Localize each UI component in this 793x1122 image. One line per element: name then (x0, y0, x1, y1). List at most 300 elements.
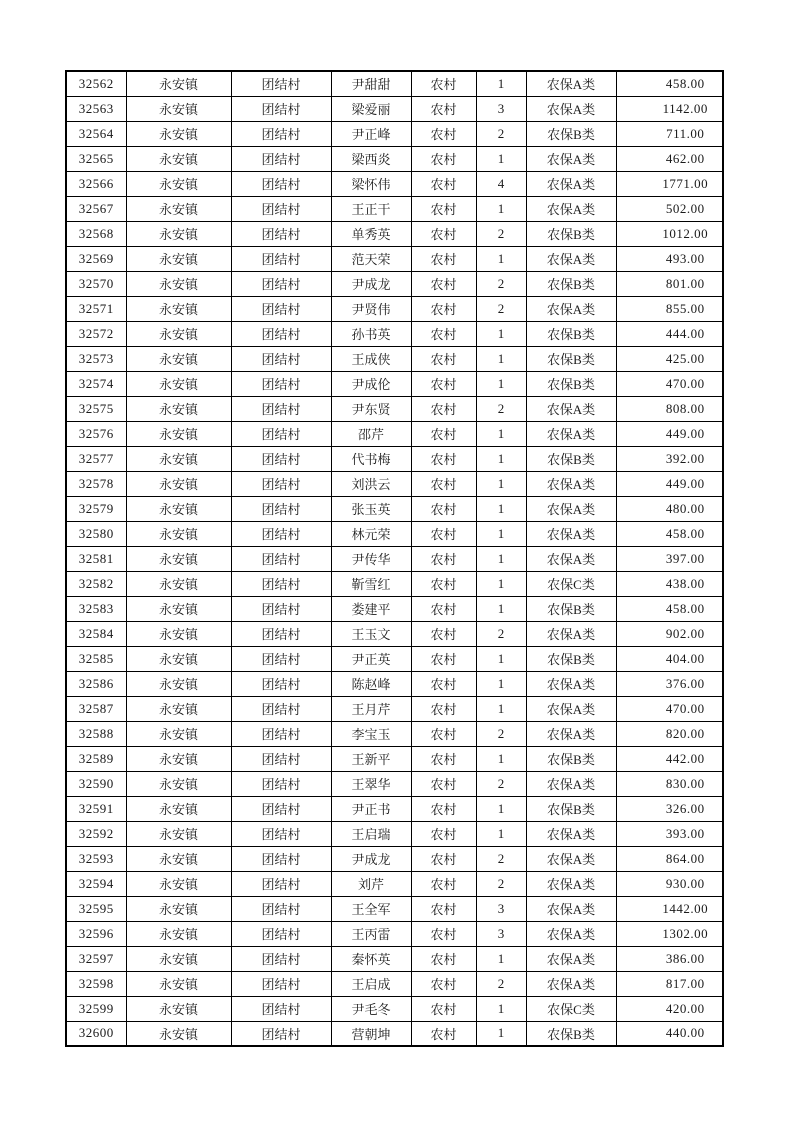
cell-category: 农保A类 (526, 521, 616, 546)
cell-town: 永安镇 (126, 96, 231, 121)
cell-household: 农村 (411, 196, 476, 221)
table-row (66, 746, 723, 771)
cell-town: 永安镇 (126, 546, 231, 571)
cell-village: 团结村 (231, 921, 331, 946)
table-row (66, 796, 723, 821)
table-row (66, 446, 723, 471)
table-row (66, 621, 723, 646)
cell-town: 永安镇 (126, 471, 231, 496)
cell-household: 农村 (411, 421, 476, 446)
cell-town: 永安镇 (126, 371, 231, 396)
cell-town: 永安镇 (126, 621, 231, 646)
cell-town: 永安镇 (126, 271, 231, 296)
cell-amount: 397.00 (616, 546, 723, 571)
cell-village: 团结村 (231, 146, 331, 171)
cell-household: 农村 (411, 246, 476, 271)
table-row (66, 221, 723, 246)
cell-amount: 449.00 (616, 471, 723, 496)
cell-count: 1 (476, 71, 526, 96)
cell-count: 2 (476, 271, 526, 296)
cell-category: 农保C类 (526, 571, 616, 596)
table-row (66, 246, 723, 271)
table-row (66, 846, 723, 871)
cell-village: 团结村 (231, 321, 331, 346)
table-row (66, 696, 723, 721)
cell-village: 团结村 (231, 446, 331, 471)
cell-name: 王启瑞 (331, 821, 411, 846)
cell-village: 团结村 (231, 421, 331, 446)
cell-household: 农村 (411, 346, 476, 371)
cell-count: 2 (476, 721, 526, 746)
cell-village: 团结村 (231, 746, 331, 771)
cell-serial: 32571 (66, 296, 126, 321)
cell-town: 永安镇 (126, 321, 231, 346)
cell-amount: 1771.00 (616, 171, 723, 196)
cell-amount: 425.00 (616, 346, 723, 371)
cell-name: 刘芹 (331, 871, 411, 896)
cell-household: 农村 (411, 896, 476, 921)
cell-village: 团结村 (231, 496, 331, 521)
cell-village: 团结村 (231, 821, 331, 846)
cell-serial: 32589 (66, 746, 126, 771)
cell-category: 农保A类 (526, 696, 616, 721)
cell-amount: 326.00 (616, 796, 723, 821)
cell-serial: 32587 (66, 696, 126, 721)
cell-town: 永安镇 (126, 296, 231, 321)
cell-amount: 808.00 (616, 396, 723, 421)
cell-amount: 1012.00 (616, 221, 723, 246)
cell-household: 农村 (411, 821, 476, 846)
cell-count: 1 (476, 346, 526, 371)
cell-name: 王全军 (331, 896, 411, 921)
cell-count: 1 (476, 546, 526, 571)
table-row (66, 346, 723, 371)
cell-village: 团结村 (231, 371, 331, 396)
cell-serial: 32572 (66, 321, 126, 346)
cell-serial: 32562 (66, 71, 126, 96)
cell-village: 团结村 (231, 721, 331, 746)
cell-household: 农村 (411, 771, 476, 796)
cell-serial: 32581 (66, 546, 126, 571)
cell-serial: 32593 (66, 846, 126, 871)
table-row (66, 871, 723, 896)
cell-town: 永安镇 (126, 646, 231, 671)
cell-count: 2 (476, 396, 526, 421)
cell-household: 农村 (411, 171, 476, 196)
cell-serial: 32588 (66, 721, 126, 746)
cell-amount: 820.00 (616, 721, 723, 746)
cell-category: 农保B类 (526, 371, 616, 396)
cell-name: 李宝玉 (331, 721, 411, 746)
cell-name: 尹正峰 (331, 121, 411, 146)
cell-amount: 830.00 (616, 771, 723, 796)
cell-category: 农保B类 (526, 646, 616, 671)
cell-name: 梁爱丽 (331, 96, 411, 121)
cell-name: 尹成龙 (331, 271, 411, 296)
cell-town: 永安镇 (126, 946, 231, 971)
cell-village: 团结村 (231, 521, 331, 546)
cell-name: 王月芹 (331, 696, 411, 721)
cell-amount: 470.00 (616, 371, 723, 396)
table-row (66, 546, 723, 571)
cell-household: 农村 (411, 646, 476, 671)
cell-name: 单秀英 (331, 221, 411, 246)
cell-category: 农保A类 (526, 296, 616, 321)
cell-town: 永安镇 (126, 871, 231, 896)
cell-count: 1 (476, 371, 526, 396)
cell-village: 团结村 (231, 696, 331, 721)
benefits-table (65, 70, 724, 1047)
table-row (66, 521, 723, 546)
cell-count: 1 (476, 746, 526, 771)
cell-household: 农村 (411, 121, 476, 146)
cell-village: 团结村 (231, 646, 331, 671)
cell-town: 永安镇 (126, 771, 231, 796)
cell-count: 2 (476, 871, 526, 896)
cell-name: 孙书英 (331, 321, 411, 346)
cell-count: 3 (476, 96, 526, 121)
cell-serial: 32574 (66, 371, 126, 396)
cell-amount: 1142.00 (616, 96, 723, 121)
cell-category: 农保A类 (526, 546, 616, 571)
cell-amount: 458.00 (616, 71, 723, 96)
cell-name: 王玉文 (331, 621, 411, 646)
cell-household: 农村 (411, 71, 476, 96)
cell-serial: 32591 (66, 796, 126, 821)
cell-household: 农村 (411, 396, 476, 421)
cell-serial: 32573 (66, 346, 126, 371)
cell-count: 1 (476, 321, 526, 346)
cell-amount: 386.00 (616, 946, 723, 971)
cell-count: 1 (476, 496, 526, 521)
table-row (66, 1021, 723, 1046)
cell-count: 2 (476, 621, 526, 646)
cell-name: 王启成 (331, 971, 411, 996)
cell-serial: 32594 (66, 871, 126, 896)
cell-category: 农保A类 (526, 771, 616, 796)
cell-village: 团结村 (231, 971, 331, 996)
table-row (66, 296, 723, 321)
table-row (66, 396, 723, 421)
cell-serial: 32564 (66, 121, 126, 146)
cell-serial: 32585 (66, 646, 126, 671)
cell-village: 团结村 (231, 471, 331, 496)
cell-village: 团结村 (231, 296, 331, 321)
cell-town: 永安镇 (126, 246, 231, 271)
cell-count: 1 (476, 146, 526, 171)
cell-amount: 444.00 (616, 321, 723, 346)
cell-amount: 404.00 (616, 646, 723, 671)
table-row (66, 146, 723, 171)
cell-category: 农保A类 (526, 921, 616, 946)
cell-village: 团结村 (231, 846, 331, 871)
table-body (66, 71, 723, 1046)
cell-name: 尹正书 (331, 796, 411, 821)
cell-village: 团结村 (231, 221, 331, 246)
cell-category: 农保A类 (526, 71, 616, 96)
cell-household: 农村 (411, 1021, 476, 1046)
cell-household: 农村 (411, 946, 476, 971)
table-row (66, 321, 723, 346)
cell-village: 团结村 (231, 896, 331, 921)
table-row (66, 646, 723, 671)
table-row (66, 946, 723, 971)
cell-serial: 32580 (66, 521, 126, 546)
cell-serial: 32569 (66, 246, 126, 271)
cell-name: 刘洪云 (331, 471, 411, 496)
cell-name: 梁西炎 (331, 146, 411, 171)
cell-category: 农保A类 (526, 496, 616, 521)
cell-count: 1 (476, 821, 526, 846)
cell-count: 1 (476, 471, 526, 496)
cell-household: 农村 (411, 96, 476, 121)
cell-name: 陈赵峰 (331, 671, 411, 696)
cell-count: 2 (476, 971, 526, 996)
cell-village: 团结村 (231, 871, 331, 896)
cell-name: 尹传华 (331, 546, 411, 571)
table-row (66, 471, 723, 496)
cell-category: 农保A类 (526, 821, 616, 846)
cell-count: 3 (476, 896, 526, 921)
cell-town: 永安镇 (126, 921, 231, 946)
cell-count: 1 (476, 246, 526, 271)
cell-town: 永安镇 (126, 446, 231, 471)
cell-serial: 32596 (66, 921, 126, 946)
cell-household: 农村 (411, 996, 476, 1021)
cell-town: 永安镇 (126, 496, 231, 521)
table-row (66, 921, 723, 946)
table-row (66, 896, 723, 921)
table-row (66, 771, 723, 796)
cell-town: 永安镇 (126, 196, 231, 221)
cell-category: 农保A类 (526, 196, 616, 221)
cell-household: 农村 (411, 596, 476, 621)
cell-count: 1 (476, 946, 526, 971)
cell-village: 团结村 (231, 546, 331, 571)
cell-serial: 32590 (66, 771, 126, 796)
cell-name: 王翠华 (331, 771, 411, 796)
cell-category: 农保A类 (526, 421, 616, 446)
cell-amount: 902.00 (616, 621, 723, 646)
cell-serial: 32582 (66, 571, 126, 596)
cell-count: 1 (476, 696, 526, 721)
cell-category: 农保A类 (526, 971, 616, 996)
cell-name: 林元荣 (331, 521, 411, 546)
cell-amount: 392.00 (616, 446, 723, 471)
cell-category: 农保B类 (526, 271, 616, 296)
cell-name: 王成侠 (331, 346, 411, 371)
cell-name: 尹东贤 (331, 396, 411, 421)
cell-count: 1 (476, 796, 526, 821)
cell-name: 梁怀伟 (331, 171, 411, 196)
cell-village: 团结村 (231, 571, 331, 596)
cell-household: 农村 (411, 621, 476, 646)
cell-amount: 438.00 (616, 571, 723, 596)
cell-town: 永安镇 (126, 746, 231, 771)
cell-household: 农村 (411, 846, 476, 871)
cell-town: 永安镇 (126, 671, 231, 696)
cell-serial: 32584 (66, 621, 126, 646)
cell-serial: 32577 (66, 446, 126, 471)
cell-serial: 32592 (66, 821, 126, 846)
cell-amount: 470.00 (616, 696, 723, 721)
cell-town: 永安镇 (126, 846, 231, 871)
cell-category: 农保B类 (526, 121, 616, 146)
cell-name: 尹正英 (331, 646, 411, 671)
cell-town: 永安镇 (126, 71, 231, 96)
cell-household: 农村 (411, 471, 476, 496)
cell-household: 农村 (411, 146, 476, 171)
cell-household: 农村 (411, 496, 476, 521)
cell-serial: 32563 (66, 96, 126, 121)
cell-count: 1 (476, 996, 526, 1021)
cell-count: 1 (476, 571, 526, 596)
cell-category: 农保A类 (526, 171, 616, 196)
cell-town: 永安镇 (126, 821, 231, 846)
cell-serial: 32576 (66, 421, 126, 446)
cell-name: 邵芹 (331, 421, 411, 446)
cell-amount: 493.00 (616, 246, 723, 271)
cell-serial: 32599 (66, 996, 126, 1021)
table-row (66, 371, 723, 396)
cell-village: 团结村 (231, 96, 331, 121)
cell-town: 永安镇 (126, 571, 231, 596)
table-row (66, 496, 723, 521)
cell-village: 团结村 (231, 271, 331, 296)
cell-village: 团结村 (231, 796, 331, 821)
table-row (66, 971, 723, 996)
cell-category: 农保A类 (526, 621, 616, 646)
cell-town: 永安镇 (126, 521, 231, 546)
cell-amount: 801.00 (616, 271, 723, 296)
cell-household: 农村 (411, 521, 476, 546)
cell-household: 农村 (411, 571, 476, 596)
cell-amount: 855.00 (616, 296, 723, 321)
cell-serial: 32583 (66, 596, 126, 621)
cell-amount: 817.00 (616, 971, 723, 996)
cell-count: 1 (476, 421, 526, 446)
cell-category: 农保B类 (526, 746, 616, 771)
cell-village: 团结村 (231, 596, 331, 621)
cell-category: 农保A类 (526, 721, 616, 746)
cell-serial: 32567 (66, 196, 126, 221)
table-row (66, 571, 723, 596)
cell-serial: 32568 (66, 221, 126, 246)
cell-name: 娄建平 (331, 596, 411, 621)
cell-name: 靳雪红 (331, 571, 411, 596)
cell-household: 农村 (411, 746, 476, 771)
cell-town: 永安镇 (126, 1021, 231, 1046)
cell-household: 农村 (411, 371, 476, 396)
cell-village: 团结村 (231, 1021, 331, 1046)
cell-household: 农村 (411, 296, 476, 321)
cell-serial: 32570 (66, 271, 126, 296)
cell-name: 代书梅 (331, 446, 411, 471)
cell-name: 尹甜甜 (331, 71, 411, 96)
cell-village: 团结村 (231, 71, 331, 96)
cell-amount: 449.00 (616, 421, 723, 446)
cell-category: 农保B类 (526, 446, 616, 471)
table-row (66, 596, 723, 621)
cell-name: 尹贤伟 (331, 296, 411, 321)
cell-village: 团结村 (231, 246, 331, 271)
cell-town: 永安镇 (126, 421, 231, 446)
cell-town: 永安镇 (126, 696, 231, 721)
cell-name: 尹成伦 (331, 371, 411, 396)
cell-village: 团结村 (231, 671, 331, 696)
cell-category: 农保A类 (526, 146, 616, 171)
cell-category: 农保A类 (526, 846, 616, 871)
cell-category: 农保B类 (526, 321, 616, 346)
cell-category: 农保A类 (526, 871, 616, 896)
cell-count: 1 (476, 1021, 526, 1046)
cell-town: 永安镇 (126, 721, 231, 746)
cell-village: 团结村 (231, 196, 331, 221)
cell-name: 营朝坤 (331, 1021, 411, 1046)
cell-count: 3 (476, 921, 526, 946)
table-row (66, 421, 723, 446)
cell-amount: 711.00 (616, 121, 723, 146)
cell-household: 农村 (411, 696, 476, 721)
cell-village: 团结村 (231, 121, 331, 146)
cell-town: 永安镇 (126, 396, 231, 421)
cell-household: 农村 (411, 971, 476, 996)
cell-town: 永安镇 (126, 996, 231, 1021)
cell-town: 永安镇 (126, 221, 231, 246)
cell-town: 永安镇 (126, 796, 231, 821)
cell-count: 1 (476, 596, 526, 621)
cell-category: 农保A类 (526, 946, 616, 971)
cell-household: 农村 (411, 546, 476, 571)
cell-count: 1 (476, 521, 526, 546)
cell-household: 农村 (411, 671, 476, 696)
cell-town: 永安镇 (126, 971, 231, 996)
cell-village: 团结村 (231, 996, 331, 1021)
cell-category: 农保A类 (526, 96, 616, 121)
table-row (66, 721, 723, 746)
cell-household: 农村 (411, 721, 476, 746)
cell-serial: 32575 (66, 396, 126, 421)
cell-name: 秦怀英 (331, 946, 411, 971)
table-row (66, 121, 723, 146)
table-row (66, 671, 723, 696)
table-row (66, 271, 723, 296)
cell-name: 张玉英 (331, 496, 411, 521)
cell-town: 永安镇 (126, 896, 231, 921)
cell-serial: 32595 (66, 896, 126, 921)
cell-amount: 502.00 (616, 196, 723, 221)
table-row (66, 196, 723, 221)
cell-name: 尹毛冬 (331, 996, 411, 1021)
table-row (66, 71, 723, 96)
cell-count: 1 (476, 646, 526, 671)
cell-count: 1 (476, 196, 526, 221)
cell-town: 永安镇 (126, 121, 231, 146)
cell-category: 农保A类 (526, 671, 616, 696)
cell-serial: 32566 (66, 171, 126, 196)
cell-village: 团结村 (231, 771, 331, 796)
cell-category: 农保C类 (526, 996, 616, 1021)
cell-category: 农保A类 (526, 246, 616, 271)
cell-town: 永安镇 (126, 171, 231, 196)
cell-household: 农村 (411, 271, 476, 296)
cell-village: 团结村 (231, 396, 331, 421)
cell-category: 农保A类 (526, 396, 616, 421)
cell-category: 农保B类 (526, 796, 616, 821)
cell-amount: 462.00 (616, 146, 723, 171)
table-row (66, 996, 723, 1021)
cell-count: 2 (476, 121, 526, 146)
